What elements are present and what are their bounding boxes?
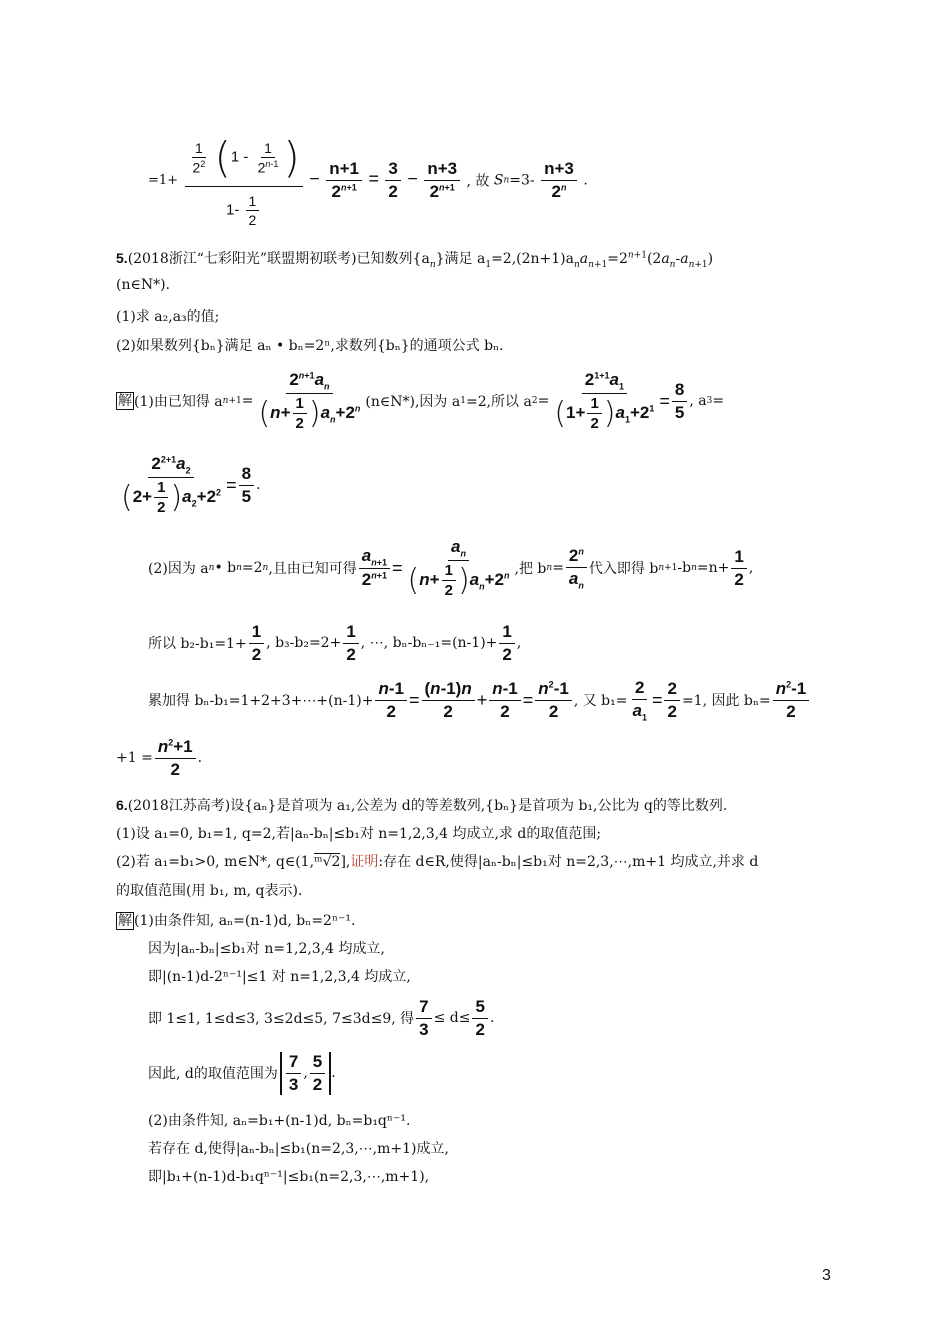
big-fraction: $\frac{1}{2^2}$ (1 - $\frac{1}{2^{n-1}}$ ) 1- $\frac{1}{2}$ xyxy=(185,133,303,228)
p6-solution-8: 即|b₁+(n-1)d-b₁qⁿ⁻¹|≤b₁(n=2,3,⋯,m+1), xyxy=(148,1169,430,1185)
problem-5-stem-cont: (n∈N*). xyxy=(116,277,171,293)
p6-solution-2: 因为|aₙ-bₙ|≤b₁对 n=1,2,3,4 均成立, xyxy=(148,941,385,957)
top-formula: =1+ $\frac{1}{2^2}$ (1 - $\frac{1}{2^{n-1}}$ ) 1- $\frac{1}{2}$ − $\frac{n+1}{2^{n+1}}$ = $\frac{3}{2}$ − $\frac{n+3}{2^{n+1}}$ , 故 Sn=3- $\frac{n+3}{2^n}$ . xyxy=(148,133,588,228)
problem-5-stem: 5.(2018浙江“七彩阳光”联盟期初联考)已知数列$\{a_n\}$满足 $a_1=2,(2n+1)a_na_{n+1}=2^{n+1}(2a_n-a_{n+1})$ xyxy=(116,250,714,270)
problem-6-stem: 6.(2018江苏高考)设{aₙ}是首项为 a₁,公差为 d的等差数列,{bₙ}是首项为 b₁,公比为 q的等比数列. xyxy=(116,797,728,814)
p5-solution-3: 所以 b₂-b₁=1+ $\frac{1}{2}$ , b₃-b₂=2+ $\frac{1}{2}$ , ⋯, bₙ-bₙ₋₁=(n-1)+ $\frac{1}{2}$ , xyxy=(148,621,522,664)
formula-lead: =1+ xyxy=(148,173,179,188)
p6-solution-3: 即|(n-1)d-2ⁿ⁻¹|≤1 对 n=1,2,3,4 均成立, xyxy=(148,969,411,985)
p5-solution-2: (2)因为 a n • b n =2 n ,且由已知可得 $\frac{a_{n+1}}{2^{n+1}}$ = $a_n$ (n+ $\frac{1}{2}$ )$a_n+2^n$ ,把 b n = $2^n$ $a_n$ 代入即得 b n+1 -b n =n+ $\frac{1}{2}$ , xyxy=(148,537,754,599)
problem-6-q2: (2)若 a₁=b₁>0, m∈N*, q∈(1,ᵐ√2],证明:存在 d∈R,使得|aₙ-bₙ|≤b₁对 n=2,3,⋯,m+1 均成立,并求 d xyxy=(116,854,759,870)
problem-5-q2: (2)如果数列{bₙ}满足 aₙ • bₙ=2ⁿ,求数列{bₙ}的通项公式 bₙ. xyxy=(116,338,504,354)
p5-solution-1b: $2^{2+1}a_2$ (2+ $\frac{1}{2}$ )$a_2+2^2$ = $\frac{8}{5}$ . xyxy=(121,454,261,516)
problem-5-q1: (1)求 a₂,a₃的值; xyxy=(116,309,220,325)
solution-label: 解 xyxy=(118,393,132,409)
problem-6-q1: (1)设 a₁=0, b₁=1, q=2,若|aₙ-bₙ|≤b₁对 n=1,2,3,4 均成立,求 d的取值范围; xyxy=(116,826,602,842)
p6-solution-1: 解 (1)由条件知, aₙ=(n-1)d, bₙ=2ⁿ⁻¹. xyxy=(118,913,356,929)
p5-solution-1: 解 (1)由已知得 a n+1 = $2^{n+1}a_n$ (n+ $\frac{1}{2}$ )$a_n+2^n$ (n∈N*),因为 a 1 =2,所以 a 2 = $2^{1+1}a_1$ (1+ $\frac{1}{2}$ )$a_1+2^1$ = $\frac{8}{5}$ , a 3 = xyxy=(118,370,725,432)
p5-solution-5: +1 = $\frac{n^2+1}{2}$ . xyxy=(116,736,203,779)
solution-label: 解 xyxy=(118,913,132,929)
proof-label: 证明 xyxy=(350,854,379,870)
problem-6-q2-cont: 的取值范围(用 b₁, m, q表示). xyxy=(116,883,303,899)
p5-solution-4: 累加得 bₙ-b₁=1+2+3+⋯+(n-1)+ $\frac{n-1}{2}$ = $\frac{(n-1)n}{2}$ + $\frac{n-1}{2}$ = $\frac{n^2-1}{2}$ , 又 b₁= $\frac{2}{a_1}$ = $\frac{2}{2}$ =1, 因此 bₙ= $\frac{n^2-1}{2}$ xyxy=(148,676,811,724)
p6-solution-6: (2)由条件知, aₙ=b₁+(n-1)d, bₙ=b₁qⁿ⁻¹. xyxy=(148,1113,411,1129)
page-number: 3 xyxy=(822,1267,831,1284)
p6-solution-5: 因此, d的取值范围为 7 3 , 5 2 . xyxy=(148,1051,336,1094)
p6-solution-4: 即 1≤1, 1≤d≤3, 3≤2d≤5, 7≤3d≤9, 得 $\frac{7}{3}$ ≤ d≤ $\frac{5}{2}$ . xyxy=(148,996,495,1039)
p6-solution-7: 若存在 d,使得|aₙ-bₙ|≤b₁(n=2,3,⋯,m+1)成立, xyxy=(148,1141,449,1157)
